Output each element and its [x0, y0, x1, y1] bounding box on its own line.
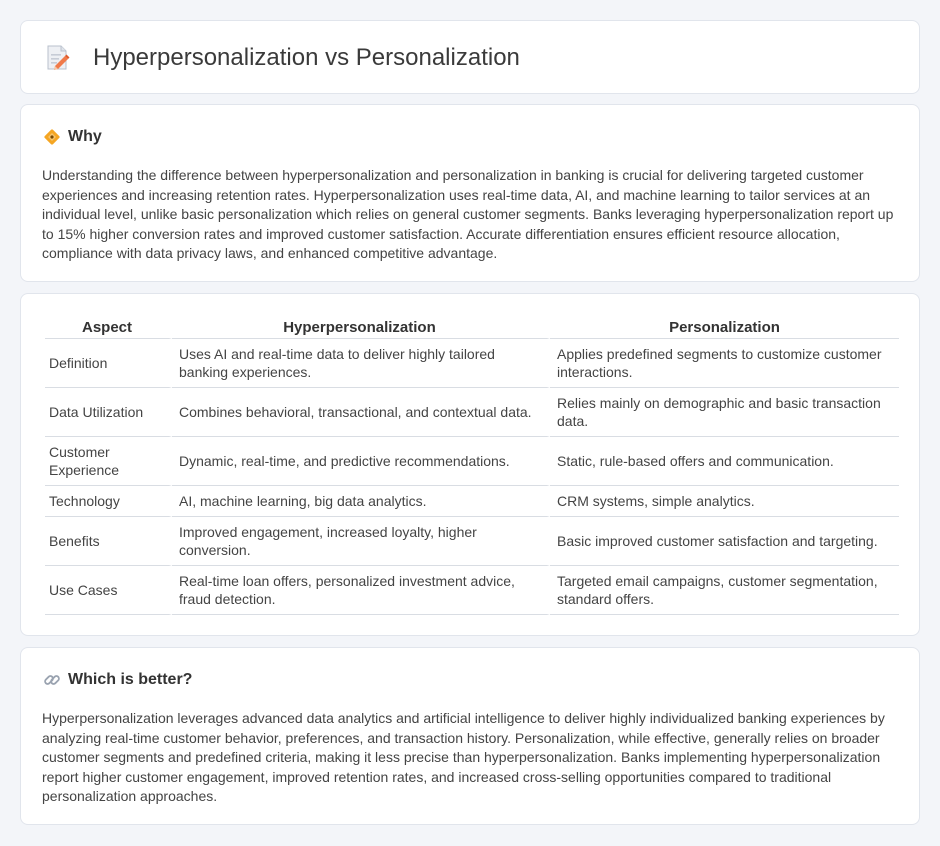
cell-aspect: Customer Experience	[45, 437, 172, 486]
table-row	[45, 437, 899, 486]
cell-hyperpersonalization: Dynamic, real-time, and predictive recommendations.	[172, 437, 550, 486]
better-text: Hyperpersonalization leverages advanced data analytics and artificial intelligence to deliver highly individualized banking experiences by analyzing real-time customer behavior, preferences, and transaction history. Personalization, while effective, generally relies on broader customer segments and predefined criteria, making it less precise than hyperpersonalization. Banks implementing hyperpersonalization report higher customer engagement, improved retention rates, and increased cross-selling opportunities compared to traditional personalization approaches.	[42, 710, 885, 805]
header-personalization: Personalization	[550, 317, 899, 339]
cell-hyperpersonalization: AI, machine learning, big data analytics.	[172, 486, 550, 517]
cell-personalization: Basic improved customer satisfaction and targeting.	[550, 517, 899, 566]
cell-aspect: Benefits	[45, 517, 172, 566]
table-row	[45, 388, 899, 437]
cell-aspect: Definition	[45, 339, 172, 388]
comparison-table	[45, 317, 899, 615]
cell-aspect: Data Utilization	[45, 388, 172, 437]
header-aspect: Aspect	[45, 317, 172, 339]
header-hyperpersonalization: Hyperpersonalization	[172, 317, 550, 339]
cell-personalization: CRM systems, simple analytics.	[550, 486, 899, 517]
table-row	[45, 566, 899, 615]
page-title: Hyperpersonalization vs Personalization	[93, 44, 520, 71]
table-row	[45, 486, 899, 517]
better-title: Which is better?	[68, 671, 193, 688]
why-section	[20, 104, 920, 282]
cell-aspect: Technology	[45, 486, 172, 517]
cell-hyperpersonalization: Improved engagement, increased loyalty, higher conversion.	[172, 517, 550, 566]
link-icon	[43, 671, 61, 689]
document-pencil-icon	[45, 44, 71, 72]
table-row	[45, 517, 899, 566]
table-header-row	[45, 317, 899, 339]
page-title-row	[45, 43, 520, 73]
cell-personalization: Relies mainly on demographic and basic transaction data.	[550, 388, 899, 437]
cell-personalization: Applies predefined segments to customize customer interactions.	[550, 339, 899, 388]
cell-personalization: Targeted email campaigns, customer segmentation, standard offers.	[550, 566, 899, 615]
table-row	[45, 339, 899, 388]
which-is-better-section	[20, 647, 920, 825]
cell-hyperpersonalization: Real-time loan offers, personalized investment advice, fraud detection.	[172, 566, 550, 615]
cell-hyperpersonalization: Uses AI and real-time data to deliver highly tailored banking experiences.	[172, 339, 550, 388]
cell-personalization: Static, rule-based offers and communication.	[550, 437, 899, 486]
why-heading	[43, 127, 102, 147]
diamond-warning-icon	[43, 128, 61, 146]
comparison-table-card	[20, 293, 920, 636]
better-heading	[43, 670, 192, 690]
header-card	[20, 20, 920, 94]
why-title: Why	[68, 128, 102, 145]
why-text: Understanding the difference between hyperpersonalization and personalization in banking is crucial for delivering targeted customer experiences and increasing retention rates. Hyperpersonalization uses real-time data, AI, and machine learning to tailor services at an individual level, unlike basic personalization which relies on general customer segments. Banks leveraging hyperpersonalization report up to 15% higher conversion rates and improved customer satisfaction. Accurate differentiation ensures efficient resource allocation, compliance with data privacy laws, and enhanced competitive advantage.	[42, 167, 894, 262]
cell-hyperpersonalization: Combines behavioral, transactional, and contextual data.	[172, 388, 550, 437]
cell-aspect: Use Cases	[45, 566, 172, 615]
